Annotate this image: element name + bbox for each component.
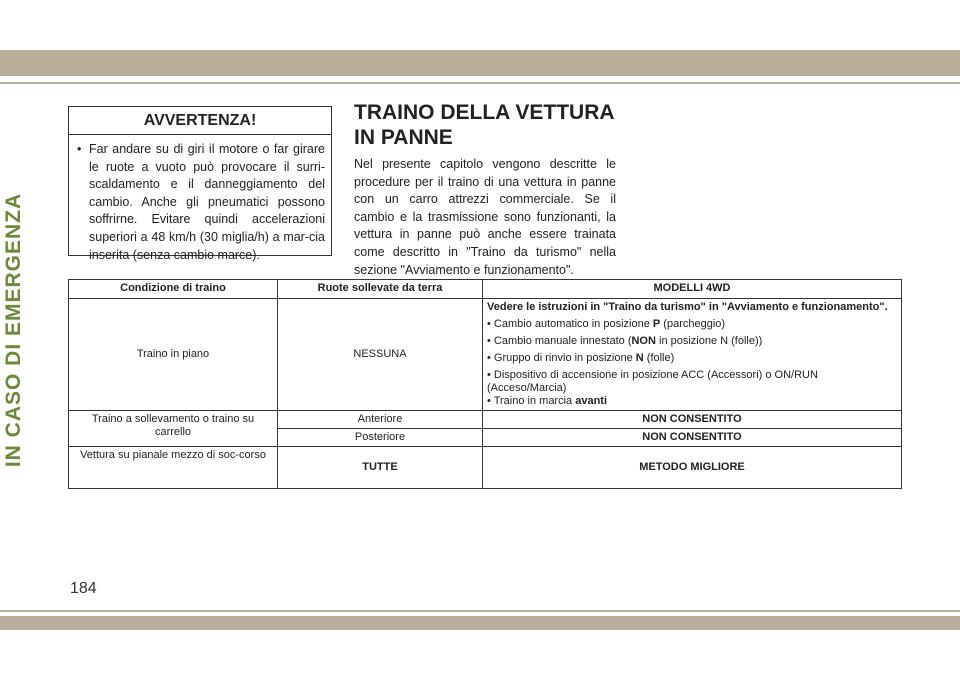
row2-front-value: NON CONSENTITO: [483, 411, 902, 429]
row1-bullet-1: • Cambio automatico in posizione P (parcheggio): [487, 318, 726, 330]
row3-wheels: TUTTE: [278, 447, 483, 489]
warning-title: AVVERTENZA!: [69, 107, 331, 135]
header-band: [0, 50, 960, 76]
row1-bullet-2: • Cambio manuale innestato (NON in posizione N (folle)): [487, 335, 763, 347]
row3-condition: Vettura su pianale mezzo di soc-corso: [69, 447, 278, 489]
row2-front: Anteriore: [278, 411, 483, 429]
row1-bullet-3: • Gruppo di rinvio in posizione N (folle): [487, 352, 675, 364]
chapter-side-label-text: IN CASO DI EMERGENZA: [2, 192, 25, 468]
header-rule: [0, 82, 960, 84]
towing-table: [68, 279, 902, 489]
row2-rear-value: NON CONSENTITO: [483, 429, 902, 447]
section-title-line1: TRAINO DELLA VETTURA: [354, 101, 615, 124]
row1-intro: Vedere le istruzioni in "Traino da turismo" in "Avviamento e funzionamento".: [487, 301, 888, 313]
bullet-icon: •: [77, 142, 82, 156]
warning-box: [68, 106, 332, 262]
header-wheels: Ruote sollevate da terra: [278, 280, 483, 299]
page-number: 184: [70, 580, 97, 597]
header-4wd: MODELLI 4WD: [483, 280, 902, 299]
row2-condition: Traino a sollevamento o traino su carrello: [69, 411, 278, 447]
table-row: [69, 411, 902, 429]
table-header-row: [69, 280, 902, 299]
row1-wheels: NESSUNA: [278, 299, 483, 411]
row1-condition: Traino in piano: [69, 299, 278, 411]
row1-bullet-5: • Traino in marcia avanti: [487, 395, 608, 407]
header-condition: Condizione di traino: [69, 280, 278, 299]
warning-body: [69, 135, 331, 264]
footer-band: [0, 616, 960, 630]
row3-value: METODO MIGLIORE: [483, 447, 902, 489]
section-body: Nel presente capitolo vengono descritte le procedure per il traino di una vettura in panne con un carro attrezzi commerciale. Se il cambio e la trasmissione sono funzionanti, la vettura in panne può anche essere trainata come descritto in "Traino da turismo" nella sezione "Avviamento e funzionamento".: [354, 157, 616, 277]
row2-rear: Posteriore: [278, 429, 483, 447]
table-row: [69, 447, 902, 489]
table-row: [69, 299, 902, 411]
section-title: [354, 100, 624, 150]
row1-bullet-4: • Dispositivo di accensione in posizione ACC (Accessori) o ON/RUN (Acceso/Marcia): [487, 369, 818, 394]
row1-instructions: [483, 299, 902, 411]
section-title-line2: IN PANNE: [354, 126, 453, 149]
warning-text: Far andare su di giri il motore o far girare le ruote a vuoto può provocare il surri-scaldamento e il danneggiamento del cambio. Anche gli pneumatici possono soffrirne. Evitare quindi accelerazioni superiori a 48 km/h (30 miglia/h) a mar-cia inserita (senza cambio marce).: [89, 142, 325, 262]
footer-rule: [0, 610, 960, 612]
